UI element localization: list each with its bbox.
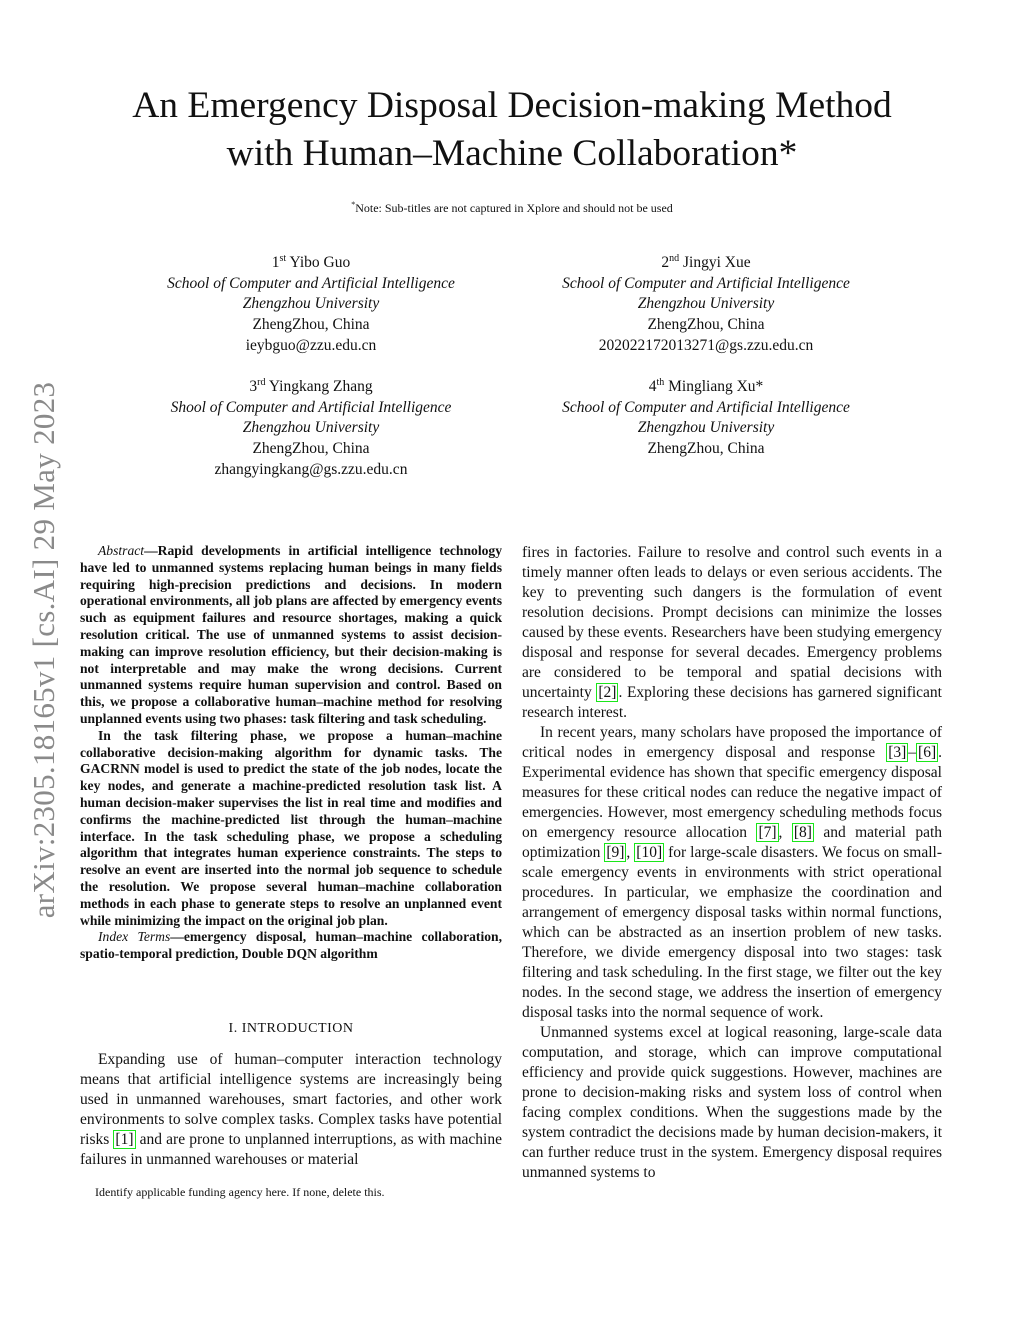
- citation-link[interactable]: [10]: [636, 844, 663, 861]
- author-email: 202022172013271@gs.zzu.edu.cn: [598, 336, 814, 354]
- paragraph: Unmanned systems excel at logical reasoning, large-scale data computation, and storage, which can improve computational efficiency and provide quick suggestions. However, machines are prone to decision-making risks and system loss of control when facing complex conditions. When the suggestions made by the system contradict the decisions made by human decision-makers, it can further reduce trust in the system. Emergency disposal requires unmanned systems to: [522, 1024, 942, 1181]
- index-terms: —emergency disposal, human–machine collaboration, spatio-temporal prediction, Double DQN algorithm: [80, 929, 502, 962]
- citation-link[interactable]: [1]: [115, 1131, 134, 1148]
- citation-link[interactable]: [8]: [793, 824, 812, 841]
- abstract-label: Abstract: [98, 543, 145, 558]
- title-note: [0, 200, 1024, 216]
- title-line-1: An Emergency Disposal Decision-making Method: [132, 85, 892, 126]
- author-block: [111, 249, 511, 356]
- title-line-2: with Human–Machine Collaboration*: [226, 133, 798, 174]
- author-email: zhangyingkang@gs.zzu.edu.cn: [214, 460, 408, 478]
- author-university: Zhengzhou University: [242, 419, 380, 437]
- paper-title: [0, 82, 1024, 178]
- author-affiliation: School of Computer and Artificial Intelligence: [562, 274, 850, 292]
- author-affiliation: Shool of Computer and Artificial Intelligence: [170, 398, 452, 416]
- footnote: Identify applicable funding agency here. If none, delete this.: [95, 1185, 385, 1199]
- author-block: [506, 373, 906, 460]
- author-city: ZhengZhou, China: [252, 439, 370, 457]
- arxiv-identifier: arXiv:2305.18165v1 [cs.AI] 29 May 2023: [26, 381, 61, 919]
- note-mark: *: [351, 200, 356, 209]
- author-name: 1st Yibo Guo: [271, 253, 351, 272]
- citation-link[interactable]: [7]: [758, 824, 777, 841]
- author-university: Zhengzhou University: [242, 295, 380, 313]
- author-name: 2nd Jingyi Xue: [661, 253, 751, 272]
- note-text: Note: Sub-titles are not captured in Xplore and should not be used: [355, 201, 673, 215]
- abstract: [80, 543, 502, 963]
- introduction-column: Expanding use of human–computer interaction technology means that artificial intelligence systems are increasingly being used in unmanned warehouses, smart factories, and other work environments to solve complex tasks. Complex tasks have potential risks [1] and are prone to unplanned interruptions, as with machine failures in unmanned warehouses or material: [80, 1051, 502, 1168]
- citation-link[interactable]: [3]: [888, 744, 907, 761]
- section-heading: I. INTRODUCTION: [228, 1021, 354, 1036]
- author-affiliation: School of Computer and Artificial Intelligence: [167, 274, 455, 292]
- author-city: ZhengZhou, China: [647, 439, 765, 457]
- citation-link[interactable]: [6]: [918, 744, 937, 761]
- author-university: Zhengzhou University: [637, 419, 775, 437]
- citation-link[interactable]: [2]: [598, 684, 617, 701]
- author-name: 3rd Yingkang Zhang: [249, 377, 373, 396]
- abstract-paragraph-1: —Rapid developments in artificial intelligence technology have led to unmanned systems replacing human beings in many fields requiring high-precision predictions and decisions. In modern operational environments, all job plans are affected by emergency events such as equipment failures and resource shortages, making a quick resolution critical. The use of unmanned systems to assist decision-making can improve resolution efficiency, but their decision-making is not interpretable and may make the wrong decisions. Current unmanned systems require human supervision and control. Based on this, we propose a collaborative human–machine method for resolving unplanned events using two phases: task filtering and task scheduling.: [80, 543, 502, 726]
- author-block: [506, 249, 906, 356]
- author-city: ZhengZhou, China: [252, 315, 370, 333]
- author-email: ieybguo@zzu.edu.cn: [245, 336, 377, 354]
- author-block: [111, 373, 511, 480]
- index-terms-label: Index Terms: [98, 929, 171, 945]
- right-column: fires in factories. Failure to resolve and control such events in a timely manner often leads to delays or even serious accidents. The key to preventing such dangers is the formulation of event resolution decisions. Prompt decisions can minimize the losses caused by these events. Researchers have been studying emergency disposal and response for several decades. Emergency problems are considered to be temporal and spatial decisions with uncertainty [2] . Exploring these decisions has garnered significant research interest. In recent years, many scholars have proposed the importance of critical nodes in emergency disposal and response [3] – [6] . Experimental evidence has shown that specific emergency disposal measures for these critical nodes can reduce the negative impact of emergencies. However, most emergency scheduling methods focus on emergency resource allocation [7] , [8] and material path optimization [9] , [10] for large-scale disasters. We focus on small-scale emergency events in environments with strict operational procedures. In particular, we emphasize the coordination and arrangement of emergency disposal tasks within normal functions, which can be abstracted as an insertion problem of new tasks. Therefore, we divide emergency disposal into two stages: task filtering and task scheduling. In the first stage, we filter out the key nodes. In the second stage, we address the insertion of emergency disposal tasks into the normal sequence of work. Unmanned systems excel at logical reasoning, large-scale data computation, and storage, which can improve computational efficiency and provide quick suggestions. However, machines are prone to decision-making risks and system loss of control when facing complex conditions. When the suggestions made by the system contradict the decisions made by human decision-makers, it can further reduce trust in the system. Emergency disposal requires unmanned systems to: [522, 544, 943, 1181]
- author-name: 4th Mingliang Xu*: [648, 377, 764, 396]
- author-city: ZhengZhou, China: [647, 315, 765, 333]
- author-affiliation: School of Computer and Artificial Intelligence: [562, 398, 850, 416]
- citation-link[interactable]: [9]: [606, 844, 625, 861]
- author-university: Zhengzhou University: [637, 295, 775, 313]
- abstract-paragraph-2: In the task filtering phase, we propose a human–machine collaborative decision-making algorithm for dynamic tasks. The GACRNN model is used to predict the state of the job nodes, locate the key nodes, and generate a machine-predicted resolution task list. A human decision-maker supervises the list in real time and modifies and confirms the machine-predicted list through the human–machine interface. In the task scheduling phase, we propose a scheduling algorithm that integrates human experience constraints. The steps to resolve an event are inserted into the normal job sequence to schedule the resolution. We propose several human–machine collaboration methods in each phase to generate steps to resolve an unplanned event while minimizing the impact on the original job plan.: [80, 727, 502, 928]
